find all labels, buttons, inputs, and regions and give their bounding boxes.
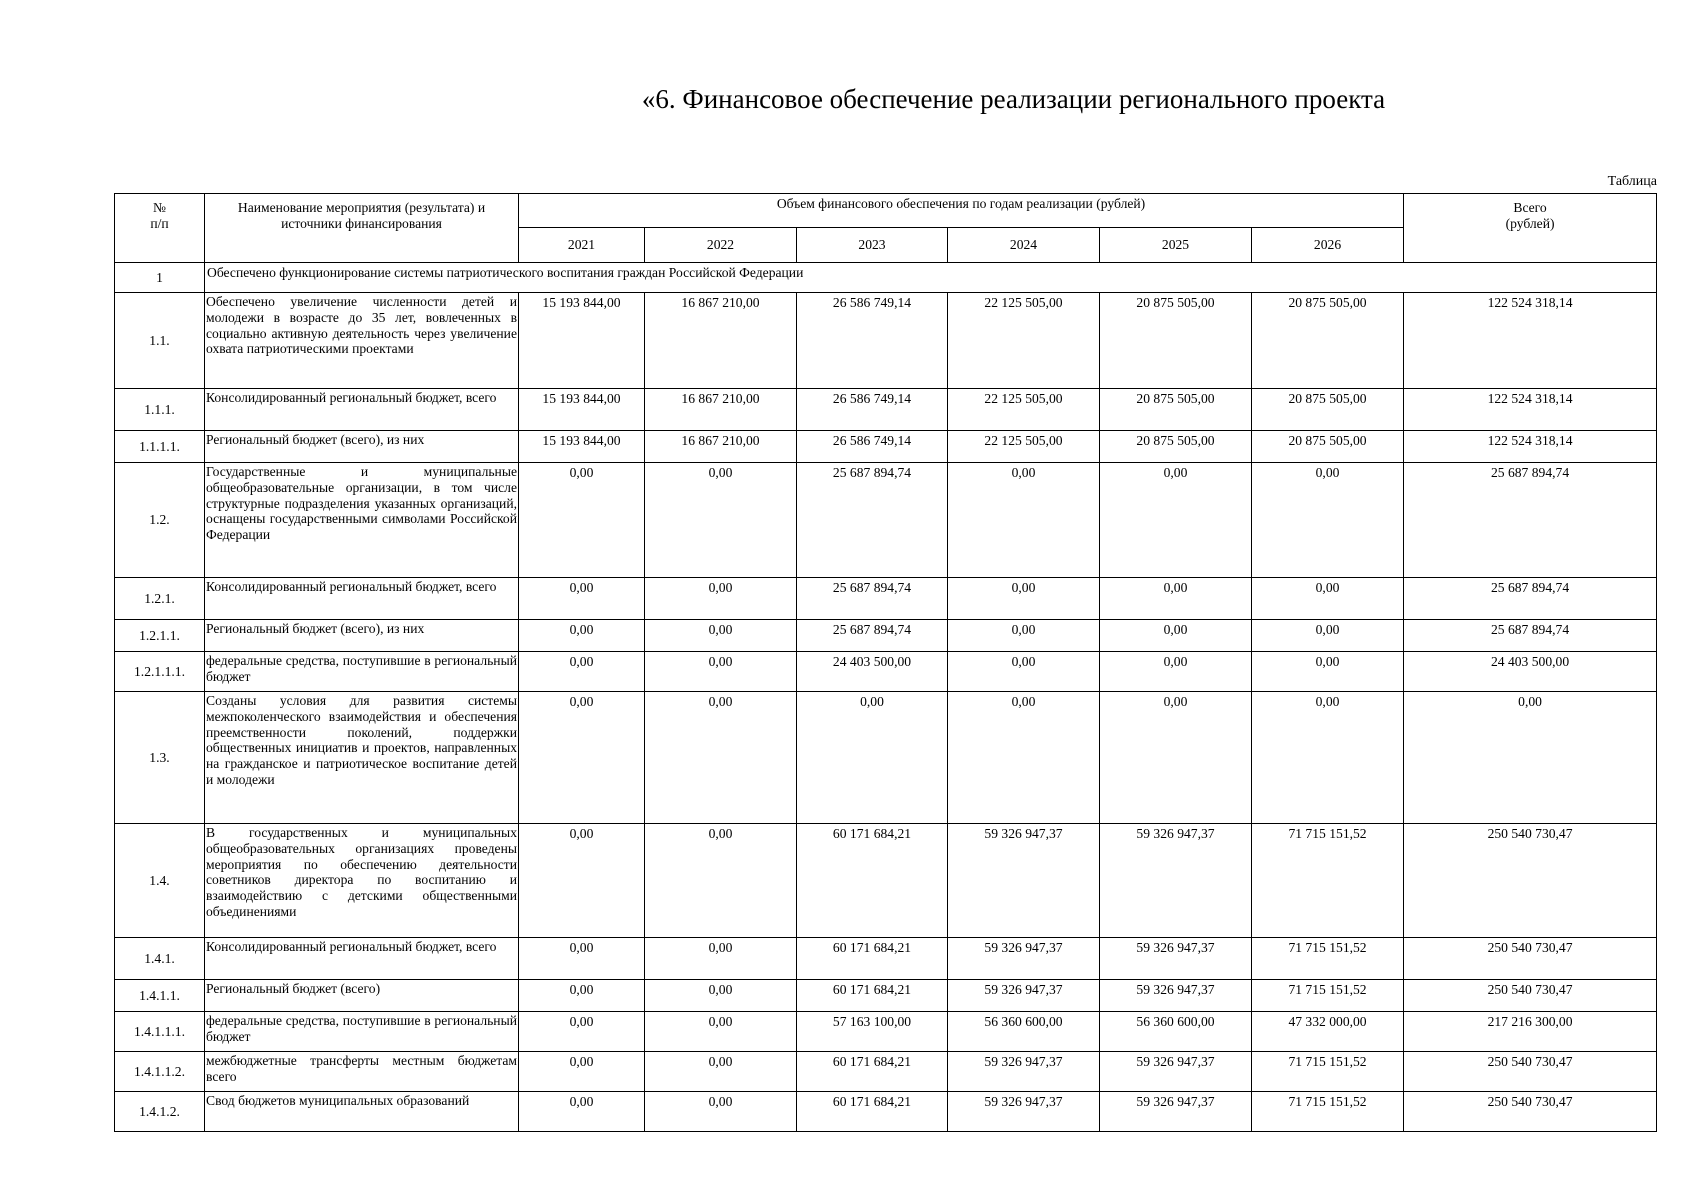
row-value: 20 875 505,00	[1100, 431, 1252, 463]
row-value: 60 171 684,21	[797, 1052, 948, 1092]
table-body	[115, 263, 1657, 1132]
table-row	[115, 293, 1657, 389]
row-num: 1.4.1.	[115, 938, 205, 980]
row-value: 0,00	[519, 620, 645, 652]
row-total: 217 216 300,00	[1404, 1012, 1657, 1052]
row-value: 0,00	[645, 1012, 797, 1052]
row-value: 59 326 947,37	[1100, 824, 1252, 938]
table-row	[115, 980, 1657, 1012]
row-value: 20 875 505,00	[1252, 431, 1404, 463]
row-value: 0,00	[1252, 463, 1404, 578]
row-name: Консолидированный региональный бюджет, всего	[205, 389, 519, 431]
row-value: 26 586 749,14	[797, 431, 948, 463]
row-value: 0,00	[519, 1012, 645, 1052]
row-value: 0,00	[645, 692, 797, 824]
row-value: 16 867 210,00	[645, 293, 797, 389]
header-year: 2025	[1100, 228, 1252, 263]
table-row	[115, 1092, 1657, 1132]
row-name: Региональный бюджет (всего)	[205, 980, 519, 1012]
row-value: 0,00	[519, 463, 645, 578]
row-num: 1.2.1.	[115, 578, 205, 620]
table-row	[115, 824, 1657, 938]
row-value: 59 326 947,37	[1100, 1052, 1252, 1092]
row-value: 71 715 151,52	[1252, 1052, 1404, 1092]
row-name: Свод бюджетов муниципальных образований	[205, 1092, 519, 1132]
row-value: 59 326 947,37	[948, 824, 1100, 938]
row-value: 0,00	[1252, 652, 1404, 692]
row-total: 250 540 730,47	[1404, 824, 1657, 938]
row-value: 15 193 844,00	[519, 431, 645, 463]
row-num: 1.2.1.1.	[115, 620, 205, 652]
row-value: 0,00	[519, 824, 645, 938]
table-row	[115, 620, 1657, 652]
row-name: федеральные средства, поступившие в региональный бюджет	[205, 652, 519, 692]
header-num: № п/п	[115, 194, 205, 263]
row-value: 60 171 684,21	[797, 1092, 948, 1132]
row-value: 59 326 947,37	[948, 1052, 1100, 1092]
row-total: 122 524 318,14	[1404, 293, 1657, 389]
table-row	[115, 1012, 1657, 1052]
row-total: 250 540 730,47	[1404, 1092, 1657, 1132]
row-value: 26 586 749,14	[797, 389, 948, 431]
row-value: 56 360 600,00	[948, 1012, 1100, 1052]
row-value: 0,00	[645, 1052, 797, 1092]
row-value: 0,00	[1252, 620, 1404, 652]
row-value: 0,00	[645, 652, 797, 692]
row-value: 0,00	[948, 620, 1100, 652]
row-value: 15 193 844,00	[519, 293, 645, 389]
row-value: 0,00	[1252, 692, 1404, 824]
row-name: Консолидированный региональный бюджет, всего	[205, 938, 519, 980]
row-value: 0,00	[645, 620, 797, 652]
row-value: 0,00	[645, 938, 797, 980]
row-value: 0,00	[797, 692, 948, 824]
header-year: 2026	[1252, 228, 1404, 263]
row-name: федеральные средства, поступившие в региональный бюджет	[205, 1012, 519, 1052]
row-value: 0,00	[948, 463, 1100, 578]
header-year: 2024	[948, 228, 1100, 263]
table-row	[115, 692, 1657, 824]
table-row	[115, 463, 1657, 578]
row-num: 1.1.1.1.	[115, 431, 205, 463]
row-value: 0,00	[948, 652, 1100, 692]
row-value: 59 326 947,37	[1100, 1092, 1252, 1132]
row-value: 22 125 505,00	[948, 389, 1100, 431]
row-value: 0,00	[645, 1092, 797, 1132]
row-num: 1.3.	[115, 692, 205, 824]
row-name: В государственных и муниципальных общеобразовательных организациях проведены мероприятия по обеспечению деятельности советников директора по воспитанию и взаимодействию с детскими общественными объединениями	[205, 824, 519, 938]
row-value: 0,00	[1252, 578, 1404, 620]
row-value: 0,00	[519, 652, 645, 692]
row-total: 25 687 894,74	[1404, 620, 1657, 652]
document-title: «6. Финансовое обеспечение реализации регионального проекта	[641, 84, 1386, 114]
row-name: Обеспечено увеличение численности детей и молодежи в возрасте до 35 лет, вовлеченных в социально активную деятельность через увеличение охвата патриотическими проектами	[205, 293, 519, 389]
header-year: 2021	[519, 228, 645, 263]
row-value: 0,00	[519, 1052, 645, 1092]
row-value: 26 586 749,14	[797, 293, 948, 389]
section-row	[115, 263, 1657, 293]
row-total: 25 687 894,74	[1404, 463, 1657, 578]
row-value: 0,00	[519, 578, 645, 620]
row-num: 1.1.1.	[115, 389, 205, 431]
table-row	[115, 652, 1657, 692]
row-value: 15 193 844,00	[519, 389, 645, 431]
row-value: 71 715 151,52	[1252, 980, 1404, 1012]
row-value: 59 326 947,37	[948, 980, 1100, 1012]
table-row	[115, 578, 1657, 620]
section-name: Обеспечено функционирование системы патриотического воспитания граждан Российской Федерации	[205, 263, 1657, 293]
row-value: 0,00	[1100, 578, 1252, 620]
row-name: Государственные и муниципальные общеобразовательные организации, в том числе структурные подразделения указанных организаций, оснащены государственными символами Российской Федерации	[205, 463, 519, 578]
row-total: 0,00	[1404, 692, 1657, 824]
row-value: 25 687 894,74	[797, 620, 948, 652]
row-value: 20 875 505,00	[1252, 293, 1404, 389]
row-value: 0,00	[948, 692, 1100, 824]
row-num: 1.2.	[115, 463, 205, 578]
row-value: 0,00	[645, 463, 797, 578]
row-value: 0,00	[519, 1092, 645, 1132]
row-total: 122 524 318,14	[1404, 389, 1657, 431]
row-total: 122 524 318,14	[1404, 431, 1657, 463]
row-value: 0,00	[645, 824, 797, 938]
row-value: 0,00	[645, 980, 797, 1012]
row-name: Консолидированный региональный бюджет, всего	[205, 578, 519, 620]
row-value: 0,00	[519, 692, 645, 824]
table-header	[115, 194, 1657, 263]
row-value: 56 360 600,00	[1100, 1012, 1252, 1052]
row-value: 20 875 505,00	[1100, 293, 1252, 389]
row-value: 60 171 684,21	[797, 824, 948, 938]
header-year: 2022	[645, 228, 797, 263]
header-total: Всего (рублей)	[1404, 194, 1657, 263]
financing-table	[114, 193, 1657, 1132]
row-total: 24 403 500,00	[1404, 652, 1657, 692]
row-num: 1.4.1.1.2.	[115, 1052, 205, 1092]
row-value: 71 715 151,52	[1252, 938, 1404, 980]
row-total: 250 540 730,47	[1404, 938, 1657, 980]
row-name: Региональный бюджет (всего), из них	[205, 620, 519, 652]
table-row	[115, 1052, 1657, 1092]
row-num: 1.4.1.2.	[115, 1092, 205, 1132]
header-name: Наименование мероприятия (результата) и источники финансирования	[205, 194, 519, 263]
row-total: 250 540 730,47	[1404, 980, 1657, 1012]
row-value: 0,00	[1100, 692, 1252, 824]
row-value: 22 125 505,00	[948, 293, 1100, 389]
row-value: 20 875 505,00	[1252, 389, 1404, 431]
row-value: 0,00	[948, 578, 1100, 620]
row-total: 25 687 894,74	[1404, 578, 1657, 620]
row-value: 71 715 151,52	[1252, 1092, 1404, 1132]
row-value: 0,00	[519, 938, 645, 980]
row-value: 16 867 210,00	[645, 389, 797, 431]
row-name: Региональный бюджет (всего), из них	[205, 431, 519, 463]
row-value: 16 867 210,00	[645, 431, 797, 463]
row-value: 25 687 894,74	[797, 463, 948, 578]
row-value: 57 163 100,00	[797, 1012, 948, 1052]
row-num: 1.4.1.1.	[115, 980, 205, 1012]
table-row	[115, 431, 1657, 463]
row-num: 1	[115, 263, 205, 293]
table-caption: Таблица	[1607, 174, 1657, 189]
row-name: Созданы условия для развития системы межпоколенческого взаимодействия и обеспечения преемственности поколений, поддержки общественных инициатив и проектов, направленных на гражданское и патриотическое воспитание детей и молодежи	[205, 692, 519, 824]
row-value: 47 332 000,00	[1252, 1012, 1404, 1052]
row-value: 24 403 500,00	[797, 652, 948, 692]
header-volume: Объем финансового обеспечения по годам реализации (рублей)	[519, 194, 1404, 228]
row-value: 0,00	[645, 578, 797, 620]
row-value: 0,00	[1100, 652, 1252, 692]
row-value: 59 326 947,37	[1100, 980, 1252, 1012]
row-value: 20 875 505,00	[1100, 389, 1252, 431]
table-row	[115, 389, 1657, 431]
table-row	[115, 938, 1657, 980]
row-value: 0,00	[1100, 620, 1252, 652]
header-year: 2023	[797, 228, 948, 263]
row-value: 25 687 894,74	[797, 578, 948, 620]
row-num: 1.4.1.1.1.	[115, 1012, 205, 1052]
row-value: 59 326 947,37	[948, 1092, 1100, 1132]
row-value: 59 326 947,37	[948, 938, 1100, 980]
row-value: 71 715 151,52	[1252, 824, 1404, 938]
row-num: 1.1.	[115, 293, 205, 389]
row-name: межбюджетные трансферты местным бюджетам всего	[205, 1052, 519, 1092]
row-num: 1.2.1.1.1.	[115, 652, 205, 692]
row-value: 0,00	[519, 980, 645, 1012]
row-value: 59 326 947,37	[1100, 938, 1252, 980]
row-value: 60 171 684,21	[797, 938, 948, 980]
row-total: 250 540 730,47	[1404, 1052, 1657, 1092]
row-value: 60 171 684,21	[797, 980, 948, 1012]
row-num: 1.4.	[115, 824, 205, 938]
row-value: 0,00	[1100, 463, 1252, 578]
row-value: 22 125 505,00	[948, 431, 1100, 463]
